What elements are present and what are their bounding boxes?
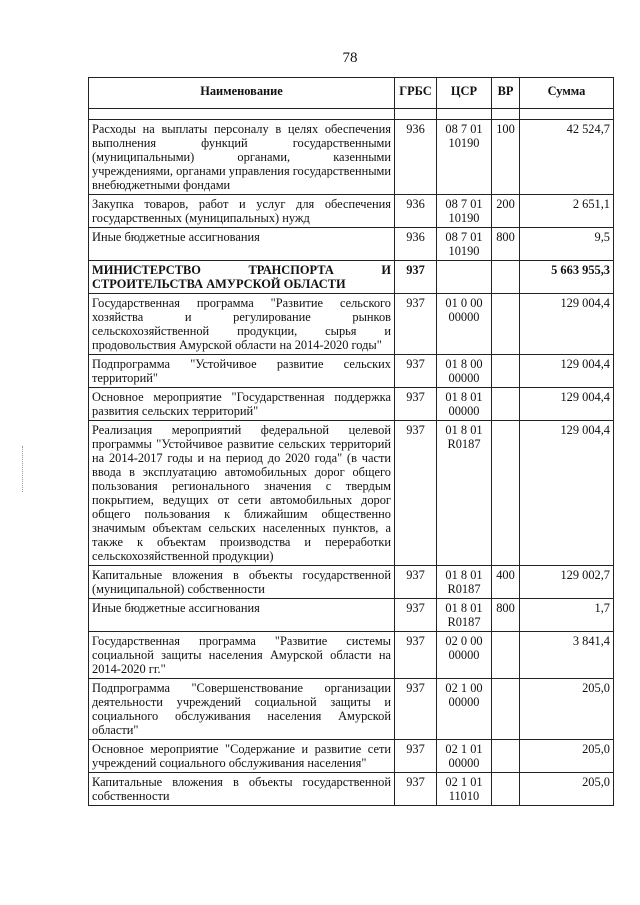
header-gap — [89, 109, 614, 120]
row-name-cell: Основное мероприятие "Содержание и развитие сети учреждений социального обслуживания населения" — [89, 740, 395, 773]
table-row — [89, 599, 614, 632]
margin-scan-mark — [22, 446, 31, 492]
row-grbs-cell: 937 — [395, 421, 437, 566]
row-name-cell: Реализация мероприятий федеральной целевой программы "Устойчивое развитие сельских территорий на 2014-2017 годы и на период до 2020 года" (в части ввода в эксплуатацию автомобильных дорог общего пользования регионального значения с твердым покрытием, ведущих от сети автомобильных дорог общего пользования к ближайшим общественно значимым объектам сельских населенных пунктов, а также к объектам производства и переработки сельскохозяйственной продукции) — [89, 421, 395, 566]
table-row — [89, 773, 614, 806]
row-sum-cell: 129 004,4 — [520, 294, 614, 355]
row-vr-cell: 800 — [492, 599, 520, 632]
row-sum-cell: 205,0 — [520, 740, 614, 773]
row-vr-cell — [492, 773, 520, 806]
row-grbs-cell: 937 — [395, 566, 437, 599]
row-sum-cell: 5 663 955,3 — [520, 261, 614, 294]
table-row — [89, 566, 614, 599]
row-csr-cell: 01 8 01 R0187 — [437, 566, 492, 599]
row-grbs-cell: 937 — [395, 261, 437, 294]
row-sum-cell: 2 651,1 — [520, 195, 614, 228]
row-name-cell: Иные бюджетные ассигнования — [89, 228, 395, 261]
row-name-cell: Государственная программа "Развитие сельского хозяйства и регулирование рынков сельскохозяйственной продукции, сырья и продовольствия Амурской области на 2014-2020 годы" — [89, 294, 395, 355]
row-sum-cell: 129 004,4 — [520, 421, 614, 566]
row-grbs-cell: 937 — [395, 773, 437, 806]
row-csr-cell: 08 7 01 10190 — [437, 120, 492, 195]
header-sum: Сумма — [520, 78, 614, 109]
row-name-cell: Государственная программа "Развитие системы социальной защиты населения Амурской области на 2014-2020 гг." — [89, 632, 395, 679]
row-sum-cell: 205,0 — [520, 679, 614, 740]
header-grbs: ГРБС — [395, 78, 437, 109]
row-name-cell: Расходы на выплаты персоналу в целях обеспечения выполнения функций государственными (муниципальными) органами, казенными учреждениями, органами управления государственными внебюджетными фондами — [89, 120, 395, 195]
row-csr-cell: 08 7 01 10190 — [437, 195, 492, 228]
table-header-row — [89, 78, 614, 109]
row-vr-cell — [492, 679, 520, 740]
row-csr-cell — [437, 261, 492, 294]
row-grbs-cell: 937 — [395, 294, 437, 355]
row-grbs-cell: 937 — [395, 740, 437, 773]
row-csr-cell: 02 1 01 00000 — [437, 740, 492, 773]
header-vr: ВР — [492, 78, 520, 109]
row-sum-cell: 3 841,4 — [520, 632, 614, 679]
row-vr-cell — [492, 355, 520, 388]
row-csr-cell: 08 7 01 10190 — [437, 228, 492, 261]
row-vr-cell — [492, 261, 520, 294]
table-row — [89, 195, 614, 228]
table-row — [89, 421, 614, 566]
row-name-cell: Капитальные вложения в объекты государственной (муниципальной) собственности — [89, 566, 395, 599]
row-vr-cell: 200 — [492, 195, 520, 228]
header-name: Наименование — [89, 78, 395, 109]
row-grbs-cell: 936 — [395, 195, 437, 228]
row-csr-cell: 01 8 01 R0187 — [437, 421, 492, 566]
table-row — [89, 388, 614, 421]
table-row — [89, 294, 614, 355]
row-csr-cell: 02 0 00 00000 — [437, 632, 492, 679]
page-number: 78 — [342, 50, 358, 66]
row-grbs-cell: 937 — [395, 599, 437, 632]
table-row — [89, 120, 614, 195]
table-body — [89, 120, 614, 806]
row-name-cell: Капитальные вложения в объекты государственной собственности — [89, 773, 395, 806]
table-row — [89, 632, 614, 679]
row-sum-cell: 9,5 — [520, 228, 614, 261]
row-csr-cell: 01 8 00 00000 — [437, 355, 492, 388]
row-csr-cell: 01 8 01 R0187 — [437, 599, 492, 632]
row-vr-cell: 400 — [492, 566, 520, 599]
table-row — [89, 355, 614, 388]
row-grbs-cell: 937 — [395, 388, 437, 421]
row-grbs-cell: 937 — [395, 355, 437, 388]
row-sum-cell: 129 002,7 — [520, 566, 614, 599]
table-row — [89, 261, 614, 294]
table-row — [89, 740, 614, 773]
row-vr-cell — [492, 294, 520, 355]
row-vr-cell — [492, 388, 520, 421]
row-csr-cell: 02 1 00 00000 — [437, 679, 492, 740]
row-name-cell: Подпрограмма "Совершенствование организации деятельности учреждений социальной защиты и социального обслуживания населения Амурской области" — [89, 679, 395, 740]
row-csr-cell: 02 1 01 11010 — [437, 773, 492, 806]
row-grbs-cell: 937 — [395, 632, 437, 679]
row-vr-cell — [492, 740, 520, 773]
row-vr-cell — [492, 421, 520, 566]
budget-table — [88, 77, 614, 806]
row-name-cell: МИНИСТЕРСТВО ТРАНСПОРТА И СТРОИТЕЛЬСТВА АМУРСКОЙ ОБЛАСТИ — [89, 261, 395, 294]
row-csr-cell: 01 0 00 00000 — [437, 294, 492, 355]
row-sum-cell: 1,7 — [520, 599, 614, 632]
row-grbs-cell: 937 — [395, 679, 437, 740]
row-sum-cell: 42 524,7 — [520, 120, 614, 195]
row-name-cell: Подпрограмма "Устойчивое развитие сельских территорий" — [89, 355, 395, 388]
row-grbs-cell: 936 — [395, 228, 437, 261]
row-sum-cell: 129 004,4 — [520, 355, 614, 388]
row-vr-cell: 100 — [492, 120, 520, 195]
table-row — [89, 228, 614, 261]
table-row — [89, 679, 614, 740]
row-grbs-cell: 936 — [395, 120, 437, 195]
row-vr-cell: 800 — [492, 228, 520, 261]
row-csr-cell: 01 8 01 00000 — [437, 388, 492, 421]
row-sum-cell: 129 004,4 — [520, 388, 614, 421]
row-vr-cell — [492, 632, 520, 679]
row-sum-cell: 205,0 — [520, 773, 614, 806]
row-name-cell: Закупка товаров, работ и услуг для обеспечения государственных (муниципальных) нужд — [89, 195, 395, 228]
header-csr: ЦСР — [437, 78, 492, 109]
row-name-cell: Основное мероприятие "Государственная поддержка развития сельских территорий" — [89, 388, 395, 421]
row-name-cell: Иные бюджетные ассигнования — [89, 599, 395, 632]
